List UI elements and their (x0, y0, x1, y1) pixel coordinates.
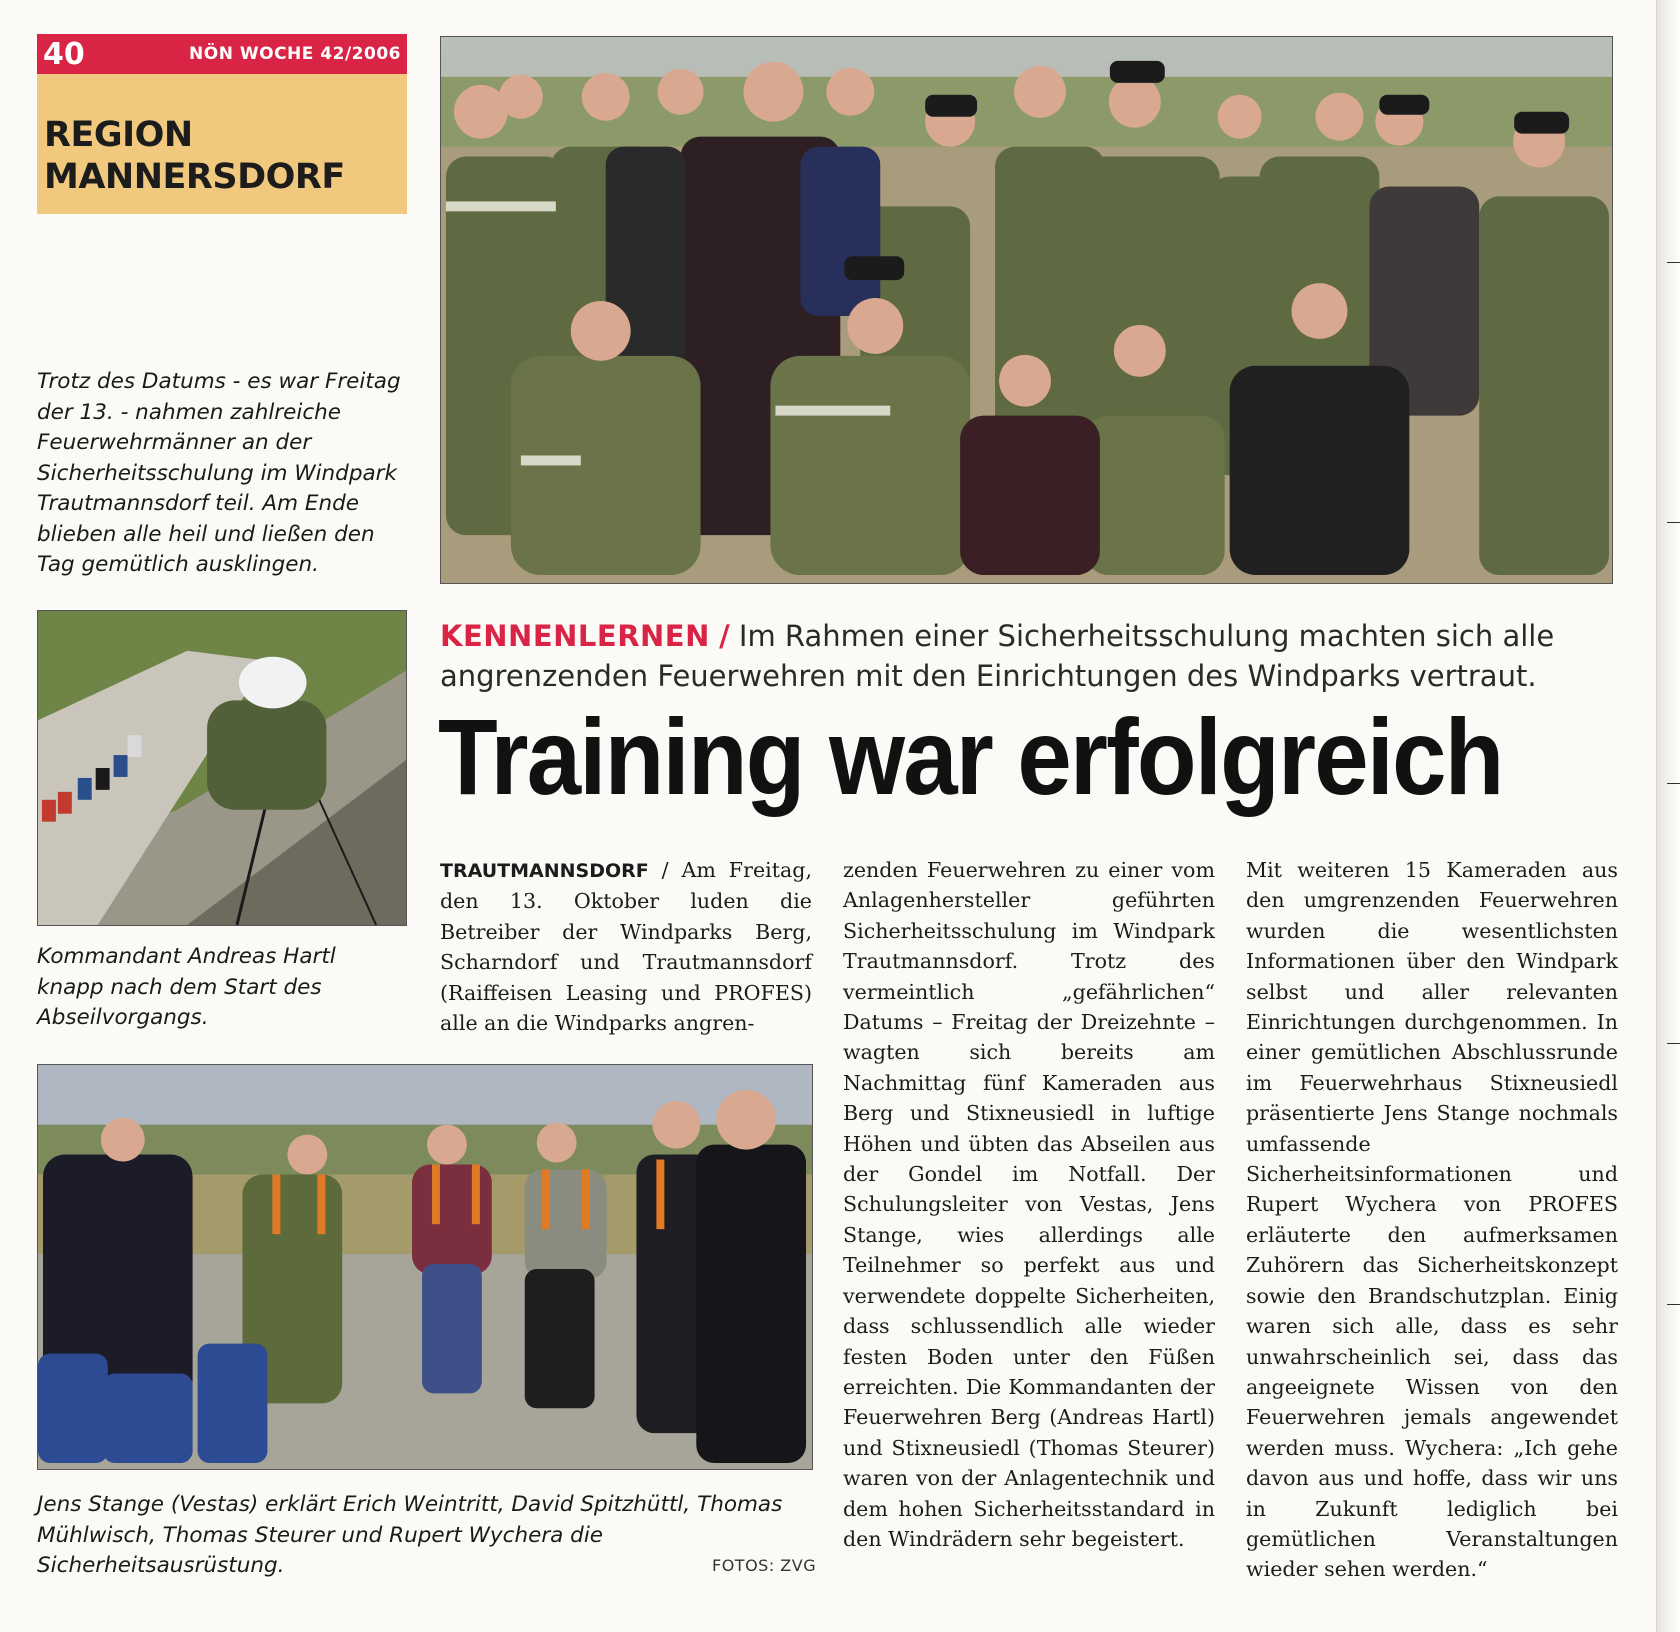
fold-mark (1667, 1304, 1680, 1305)
region-title (37, 74, 407, 198)
equipment-caption: Jens Stange (Vestas) erklärt Erich Weintritt, David Spitzhüttl, Thomas Mühlwisch, Thomas Steurer und Rupert Wychera die Sicherheitsausrüstung. (37, 1492, 783, 1578)
issue-label: NÖN WOCHE 42/2006 (189, 44, 401, 64)
article-column-1 (440, 855, 812, 1038)
section-header (37, 34, 407, 214)
kicker (440, 616, 1615, 696)
equipment-photo (37, 1064, 813, 1470)
group-photo-caption: Trotz des Datums - es war Freitag der 13. - nahmen zahlreiche Feuerwehrmänner an der Sicherheitsschulung im Windpark Trautmannsdorf teil. Am Ende blieben alle heil und ließen den Tag gemütlich ausklingen. (37, 369, 401, 577)
dateline: TRAUTMANNSDORF (440, 860, 649, 882)
abseil-caption: Kommandant Andreas Hartl knapp nach dem Start des Abseilvorgangs. (37, 944, 336, 1030)
kicker-separator: / (719, 619, 730, 653)
article-column-1-text: Am Freitag, den 13. Oktober luden die Betreiber der Windparks Berg, Scharndorf und Trautmannsdorf (Raiffeisen Leasing und PROFES) alle an die Windparks angren- (440, 858, 812, 1036)
dateline-separator: / (661, 858, 669, 882)
article-column-3: Mit weiteren 15 Kameraden aus den umgrenzenden Feuerwehren wurden die wesentlichsten Informationen über den Windpark selbst und aller relevanten Einrichtungen durchgenommen. In einer gemütlichen Abschlussrunde im Feuerwehrhaus Stixneusiedl präsentierte Jens Stange nochmals umfassende Sicherheitsinformationen und Rupert Wychera von PROFES erläuterte den aufmerksamen Zuhörern das Sicherheitskonzept sowie den Brandschutzplan. Einig waren sich alle, dass es sehr unwahrscheinlich sei, dass das angeeignete Wissen von den Feuerwehren jemals angewendet werden muss. Wychera: „Ich gehe davon aus und hoffe, dass wir uns in Zukunft lediglich bei gemütlichen Veranstaltungen wieder sehen werden.“ (1246, 858, 1618, 1582)
kicker-text: Im Rahmen einer Sicherheitsschulung machten sich alle angrenzenden Feuerwehren mit den Einrichtungen des Windparks vertraut. (440, 619, 1555, 693)
fold-mark (1667, 522, 1680, 523)
header-bar (37, 34, 407, 74)
photo-credit: FOTOS: ZVG (712, 1556, 817, 1575)
page-edge (1656, 0, 1680, 1632)
abseil-photo (37, 610, 407, 926)
region-line-1: REGION (44, 115, 193, 155)
region-line-2: MANNERSDORF (44, 157, 345, 197)
group-photo (440, 36, 1613, 584)
kicker-keyword: KENNENLERNEN (440, 619, 710, 653)
headline: Training war erfolgreich (438, 696, 1503, 817)
fold-mark (1667, 262, 1680, 263)
fold-mark (1667, 783, 1680, 784)
fold-mark (1667, 1043, 1680, 1044)
article-column-2: zenden Feuerwehren zu einer vom Anlagenhersteller geführten Sicherheitsschulung im Windpark Trautmannsdorf. Trotz des vermeintlich „gefährlichen“ Datums – Freitag der Dreizehnte – wagten sich bereits am Nachmittag fünf Kameraden aus Berg und Stixneusiedl in luftige Höhen und übten das Abseilen aus der Gondel im Notfall. Der Schulungsleiter von Vestas, Jens Stange, wies allerdings alle Teilnehmer so perfekt aus und verwendete doppelte Sicherheiten, dass schlussendlich alle wieder festen Boden unter den Füßen erreichten. Die Kommandanten der Feuerwehren Berg (Andreas Hartl) und Stixneusiedl (Thomas Steurer) waren von der Anlagentechnik und dem hohen Sicherheitsstandard in den Windrädern sehr begeistert. (843, 858, 1215, 1551)
page-number: 40 (43, 36, 85, 72)
